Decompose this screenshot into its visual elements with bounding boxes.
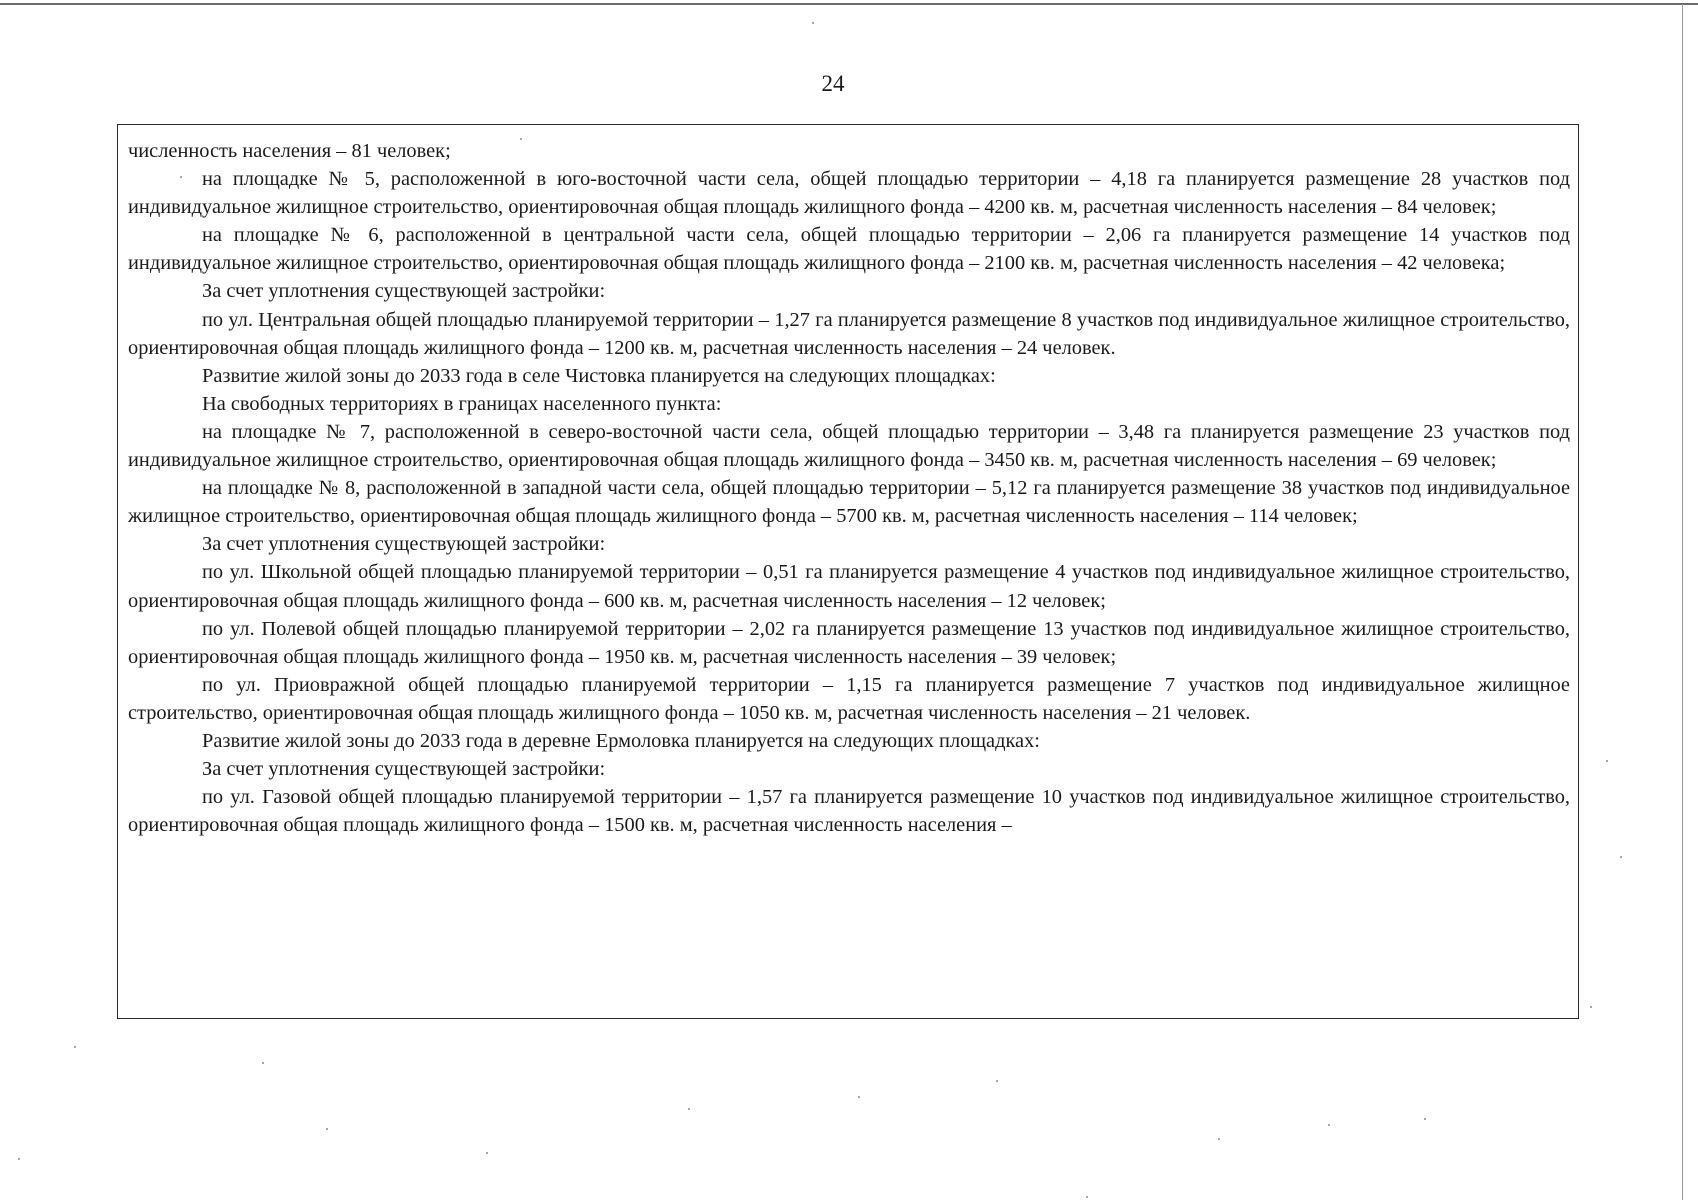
text-frame <box>117 124 1579 1019</box>
paragraph-7: На свободных территориях в границах населенного пункта: <box>202 392 722 415</box>
scan-speck <box>812 22 814 24</box>
paragraph-3: на площадке № 6, расположенной в центральной части села, общей площадью территории – 2,06 га планируется размещение 14 участков под индивидуальное жилищное строительство, ориентировочная общая площадь жилищного фонда – 2100 кв. м, расчетная численность населения – 42 человека; <box>128 224 1570 275</box>
scan-speck <box>1424 1118 1426 1120</box>
scan-speck <box>180 176 182 178</box>
paragraph-12: по ул. Полевой общей площадью планируемой территории – 2,02 га планируется размещение 13 участков под индивидуальное жилищное строительство, ориентировочная общая площадь жилищного фонда – 1950 кв. м, расчетная численность населения – 39 человек; <box>128 617 1570 668</box>
scan-speck <box>326 1128 328 1130</box>
scan-speck <box>520 138 522 140</box>
paragraph-9: на площадке № 8, расположенной в западной части села, общей площадью территории – 5,12 га планируется размещение 38 участков под индивидуальное жилищное строительство, ориентировочная общая площадь жилищного фонда – 5700 кв. м, расчетная численность населения – 114 человек; <box>128 477 1570 528</box>
scan-speck <box>1620 856 1622 858</box>
scan-speck <box>486 1152 488 1154</box>
scan-speck <box>996 1080 998 1082</box>
scan-speck <box>688 1108 690 1110</box>
scan-speck <box>1218 1138 1220 1140</box>
scan-speck <box>1086 1196 1088 1198</box>
paragraph-16: по ул. Газовой общей площадью планируемой территории – 1,57 га планируется размещение 10 участков под индивидуальное жилищное строительство, ориентировочная общая площадь жилищного фонда – 1500 кв. м, расчетная численность населения – <box>128 786 1570 837</box>
scan-speck <box>74 1046 76 1048</box>
scan-speck <box>1606 760 1608 762</box>
scan-speck <box>18 1158 20 1160</box>
paragraph-6: Развитие жилой зоны до 2033 года в селе Чистовка планируется на следующих площадках: <box>202 364 996 387</box>
top-scan-rule <box>0 3 1698 5</box>
paragraph-11: по ул. Школьной общей площадью планируемой территории – 0,51 га планируется размещение 4 участков под индивидуальное жилищное строительство, ориентировочная общая площадь жилищного фонда – 600 кв. м, расчетная численность населения – 12 человек; <box>128 561 1570 612</box>
scan-speck <box>858 1096 860 1098</box>
paragraph-13: по ул. Приовражной общей площадью планируемой территории – 1,15 га планируется размещение 7 участков под индивидуальное жилищное строительство, ориентировочная общая площадь жилищного фонда – 1050 кв. м, расчетная численность населения – 21 человек. <box>128 673 1570 724</box>
paragraph-1: численность населения – 81 человек; <box>128 140 451 162</box>
paragraph-8: на площадке № 7, расположенной в северо-восточной части села, общей площадью территории – 3,48 га планируется размещение 23 участков под индивидуальное жилищное строительство, ориентировочная общая площадь жилищного фонда – 3450 кв. м, расчетная численность населения – 69 человек; <box>128 420 1570 472</box>
paragraph-10: За счет уплотнения существующей застройки: <box>202 533 606 556</box>
paragraph-2: на площадке № 5, расположенной в юго-восточной части села, общей площадью территории – 4,18 га планируется размещение 28 участков под индивидуальное жилищное строительство, ориентировочная общая площадь жилищного фонда – 4200 кв. м, расчетная численность населения – 84 человек; <box>128 168 1570 219</box>
right-scan-rule <box>1682 4 1683 1200</box>
paragraph-14: Развитие жилой зоны до 2033 года в деревне Ермоловка планируется на следующих площадках: <box>202 729 1040 752</box>
paragraph-15: За счет уплотнения существующей застройки: <box>202 758 606 781</box>
paragraph-4: За счет уплотнения существующей застройки: <box>202 280 606 303</box>
scan-speck <box>1590 1006 1592 1008</box>
scan-speck <box>1328 1124 1330 1126</box>
scan-speck <box>262 1062 264 1064</box>
page-number: 24 <box>821 71 845 96</box>
paragraph-5: по ул. Центральная общей площадью планируемой территории – 1,27 га планируется размещение 8 участков под индивидуальное жилищное строительство, ориентировочная общая площадь жилищного фонда – 1200 кв. м, расчетная численность населения – 24 человек. <box>128 308 1570 359</box>
